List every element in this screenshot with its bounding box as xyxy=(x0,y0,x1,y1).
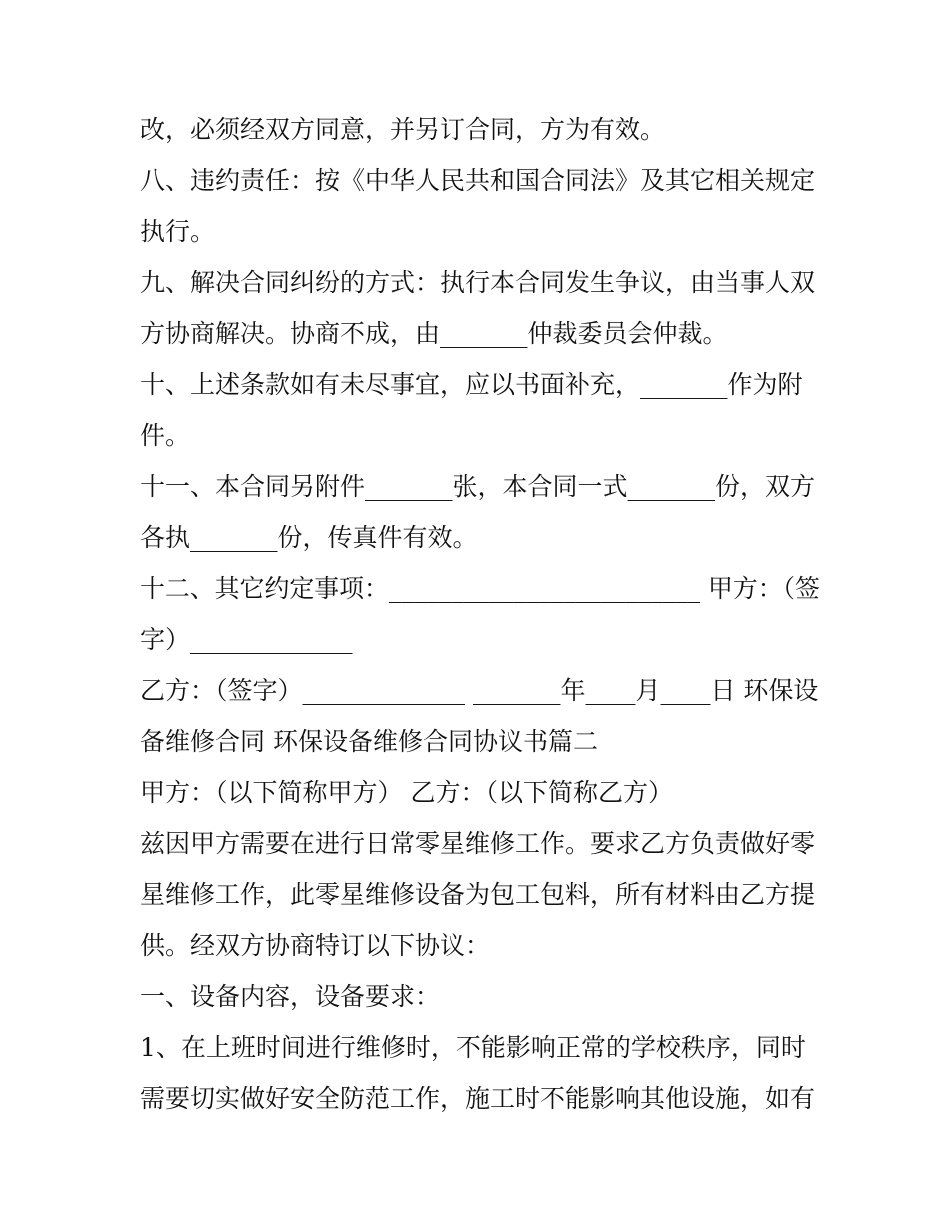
text-line: 供。经双方协商特订以下协议： xyxy=(140,931,491,960)
text-line: 1、在上班时间进行维修时，不能影响正常的学校秩序，同时 xyxy=(140,1033,806,1062)
text-line: 星维修工作，此零星维修设备为包工包料，所有材料由乙方提 xyxy=(140,880,816,909)
text-line: 十、上述条款如有未尽事宜，应以书面补充，_______作为附 xyxy=(140,370,803,399)
text-line: 改，必须经双方同意，并另订合同，方为有效。 xyxy=(140,115,666,144)
text-line: 需要切实做好安全防范工作，施工时不能影响其他设施，如有 xyxy=(140,1084,816,1113)
text-line: 十二、其它约定事项：_________________________ 甲方：（签 xyxy=(140,574,820,603)
text-line: 九、解决合同纠纷的方式：执行本合同发生争议，由当事人双 xyxy=(140,268,816,297)
text-line: 备维修合同 环保设备维修合同协议书篇二 xyxy=(140,727,598,756)
text-line: 乙方：（签字）_____________ _______年____月____日 环保设 xyxy=(140,676,819,705)
text-line: 十一、本合同另附件_______张，本合同一式_______份，双方 xyxy=(140,472,816,501)
text-line: 各执_______份，传真件有效。 xyxy=(140,523,478,552)
text-line: 甲方：（以下简称甲方） 乙方：（以下简称乙方） xyxy=(140,778,673,807)
text-line: 字）_____________ xyxy=(140,625,353,654)
text-line: 兹因甲方需要在进行日常零星维修工作。要求乙方负责做好零 xyxy=(140,829,816,858)
contract-text xyxy=(140,104,820,1124)
text-line: 一、设备内容，设备要求： xyxy=(140,982,441,1011)
text-line: 件。 xyxy=(140,421,191,450)
text-line: 方协商解决。协商不成，由_______仲裁委员会仲裁。 xyxy=(140,319,728,348)
text-line: 执行。 xyxy=(140,217,216,246)
text-line: 八、违约责任：按《中华人民共和国合同法》及其它相关规定 xyxy=(140,166,816,195)
